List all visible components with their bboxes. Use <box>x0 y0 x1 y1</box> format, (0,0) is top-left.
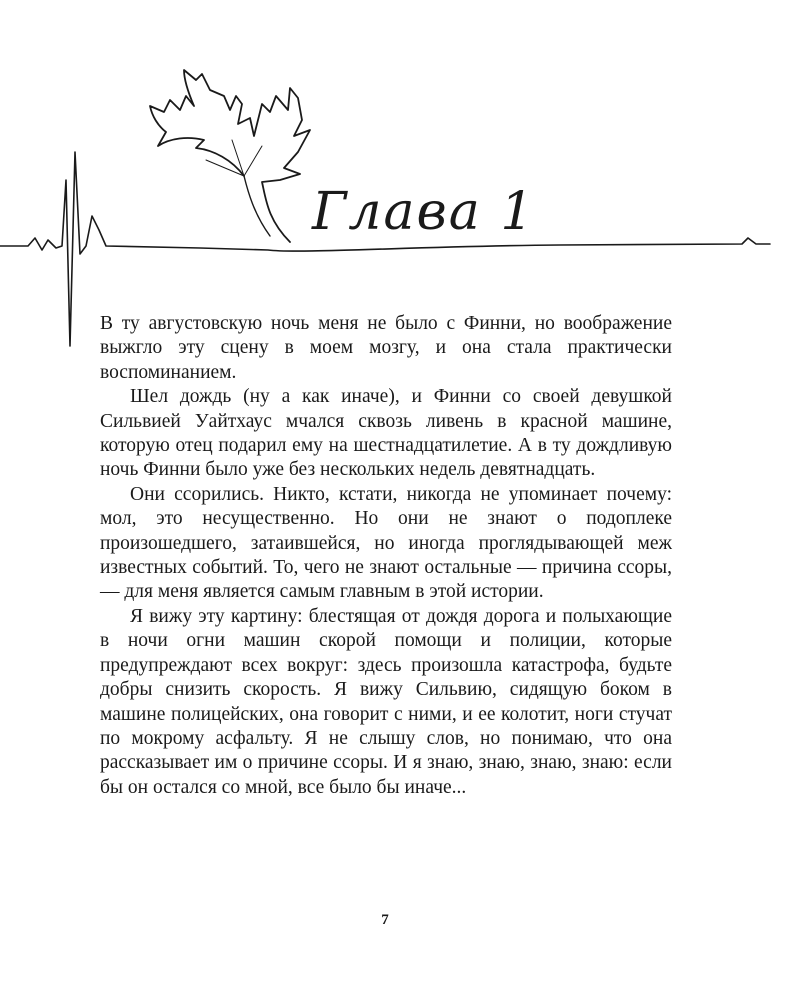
page-number: 7 <box>381 912 389 928</box>
paragraph: Шел дождь (ну а как иначе), и Финни со своей девушкой Сильвией Уайтхаус мчался сквозь ливень в красной машине, которую отец подарил ему на шестнадцатилетие. А в ту дождливую ночь Финни было уже без нескольких недель девятнадцать. <box>100 386 672 481</box>
paragraph: В ту августовскую ночь меня не было с Финни, но воображение выжгло эту сцену в моем мозгу, и она стала практически воспоминанием. <box>100 313 672 383</box>
paragraph: Я вижу эту картину: блестящая от дождя дорога и полыхающие в ночи огни машин скорой помощи и полиции, которые предупреждают всех вокруг: здесь произошла катастрофа, будьте добры снизить скорость. Я вижу Сильвию, сидящую боком в машине полицейских, она говорит с ними, и ее колотит, ноги стучат по мокрому асфальту. Я не слышу слов, но понимаю, что она рассказывает им о причине ссоры. И я знаю, знаю, знаю, знаю: если бы он остался со мной, все было бы иначе... <box>100 605 672 798</box>
paragraph: Они ссорились. Никто, кстати, никогда не упоминает почему: мол, это несущественно. Но они не знают о подоплеке произошедшего, затаившейся, но иногда проглядывающей меж известных событий. То, чего не знают остальные — причина ссоры, — для меня является самым главным в этой истории. <box>100 483 672 603</box>
chapter-body <box>100 312 672 800</box>
chapter-header-ornament <box>0 0 800 360</box>
maple-leaf-icon <box>150 70 310 242</box>
chapter-title: Глава 1 <box>312 182 536 242</box>
